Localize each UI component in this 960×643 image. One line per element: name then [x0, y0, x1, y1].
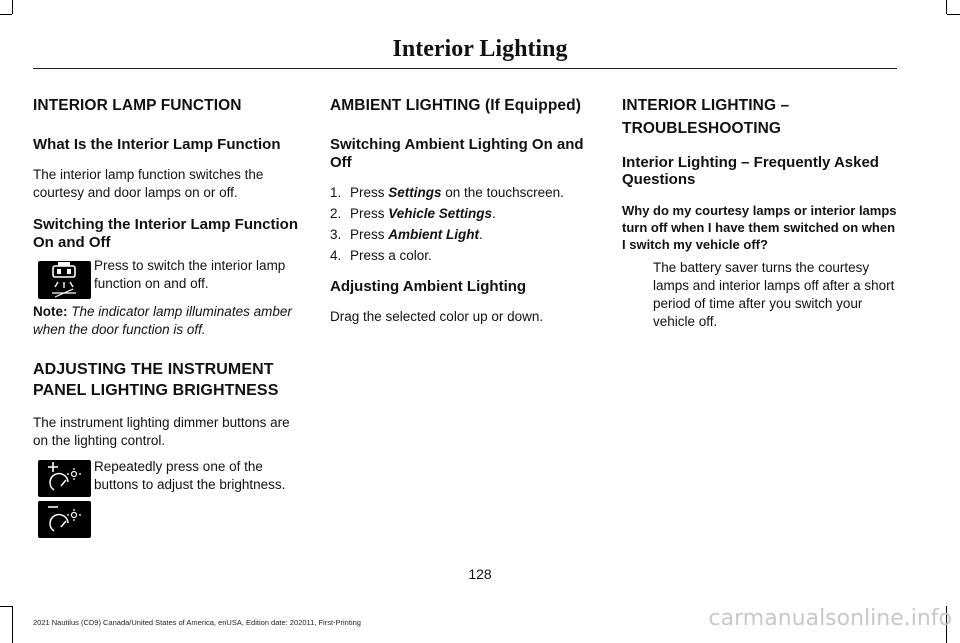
crop-mark [12, 0, 13, 14]
subheading: What Is the Interior Lamp Function [33, 136, 281, 153]
crop-mark [0, 606, 12, 607]
page-title: Interior Lighting [392, 36, 568, 62]
section-title: AMBIENT LIGHTING (If Equipped) [330, 97, 581, 114]
crop-mark [946, 0, 947, 14]
brightness-up-icon [38, 460, 91, 497]
column-1 [33, 96, 308, 550]
page-number: 128 [468, 566, 492, 582]
note-text: The indicator lamp illuminates amber when the door function is off. [33, 304, 292, 337]
section-title: ADJUSTING THE INSTRUMENT [33, 361, 274, 378]
question: Why do my courtesy lamps or interior lamps turn off when I have them switched on when I switch my vehicle off? [622, 203, 897, 252]
crop-mark [0, 14, 12, 15]
crop-mark [947, 14, 960, 15]
crop-mark [12, 606, 13, 643]
section-title: INTERIOR LAMP FUNCTION [33, 97, 242, 114]
paragraph: Drag the selected color up or down. [330, 309, 544, 324]
answer: The battery saver turns the courtesy lamps and interior lamps off after a short period of time after you switch your vehicle off. [653, 260, 895, 329]
subheading: Interior Lighting – Frequently Asked Questions [622, 154, 879, 188]
section-title: TROUBLESHOOTING [622, 120, 782, 137]
brightness-down-icon [38, 501, 91, 538]
paragraph: The interior lamp function switches the courtesy and door lamps on or off. [33, 167, 264, 200]
header-rule [33, 68, 897, 69]
icon-description: Press to switch the interior lamp function on and off. [94, 258, 286, 291]
section-title: PANEL LIGHTING BRIGHTNESS [33, 382, 279, 399]
list-item: 2. Press Vehicle Settings. [330, 206, 496, 221]
subheading: Adjusting Ambient Lighting [330, 278, 527, 295]
list-item: 4. Press a color. [330, 248, 432, 263]
paragraph: The instrument lighting dimmer buttons are on the lighting control. [33, 415, 290, 448]
steps-list [330, 184, 605, 265]
column-3 [622, 96, 898, 331]
list-item: 1. Press Settings on the touchscreen. [330, 185, 564, 200]
column-2 [330, 96, 605, 326]
footer-text: 2021 Nautilus (CD9) Canada/United States of America, enUSA, Edition date: 202011, First-Printing [33, 618, 361, 627]
watermark: carmanualsonline.info [708, 606, 952, 631]
section-title: INTERIOR LIGHTING – [622, 97, 790, 114]
interior-lamp-icon [38, 261, 91, 299]
subheading: Switching Ambient Lighting On and Off [330, 136, 584, 171]
note-label: Note: [33, 304, 68, 319]
list-item: 3. Press Ambient Light. [330, 227, 483, 242]
subheading: Switching the Interior Lamp Function On and Off [33, 216, 298, 251]
icon-description: Repeatedly press one of the buttons to adjust the brightness. [94, 459, 286, 492]
